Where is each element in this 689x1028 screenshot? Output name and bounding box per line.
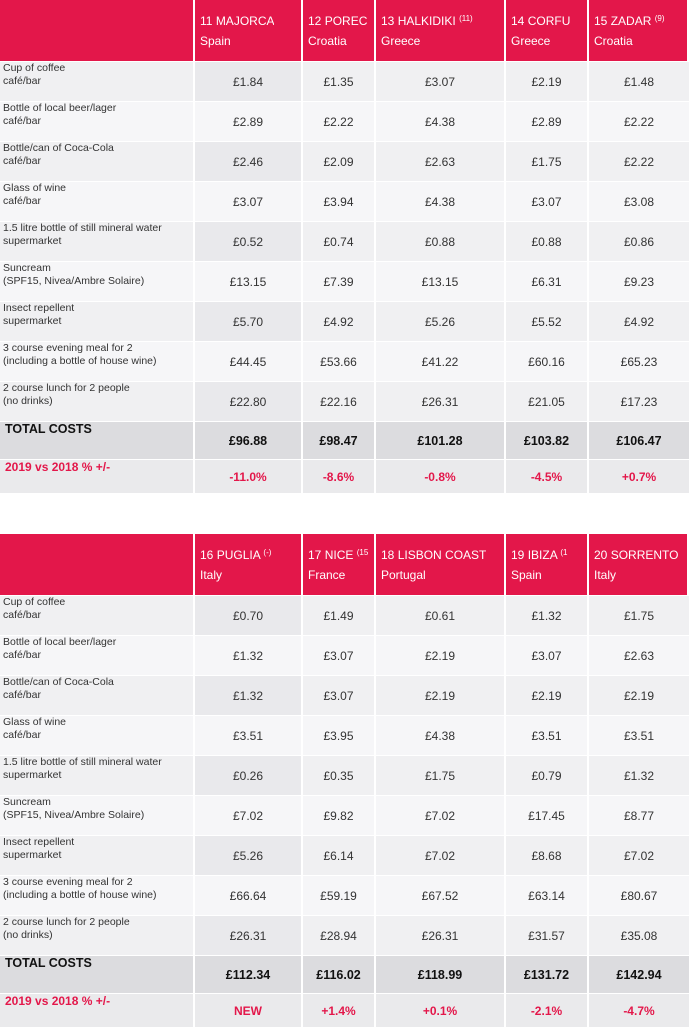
price-cell: £6.31	[506, 262, 589, 302]
item-detail: café/bar	[3, 608, 41, 621]
year-change-cell: +0.1%	[376, 994, 506, 1028]
price-cell: £2.19	[506, 676, 589, 716]
city-heading	[381, 14, 473, 28]
city-rank: 18	[381, 547, 395, 562]
price-cell: £1.49	[303, 596, 376, 636]
price-cell: £2.22	[589, 102, 689, 142]
price-cell: £2.19	[506, 62, 589, 102]
column-header	[195, 534, 303, 596]
total-cell: £96.88	[195, 422, 303, 460]
year-change-cell: +1.4%	[303, 994, 376, 1028]
total-label: TOTAL COSTS	[0, 956, 195, 994]
price-cell: £7.02	[376, 796, 506, 836]
item-name: Cup of coffee	[3, 596, 66, 608]
item-detail: supermarket	[3, 848, 62, 861]
price-cell: £3.94	[303, 182, 376, 222]
price-cell: £0.74	[303, 222, 376, 262]
total-cell: £103.82	[506, 422, 589, 460]
total-costs-row	[0, 956, 689, 994]
total-cell: £118.99	[376, 956, 506, 994]
column-header	[589, 0, 689, 62]
price-cell: £35.08	[589, 916, 689, 956]
city-rank: 14	[511, 13, 525, 28]
city-heading	[594, 14, 665, 28]
price-cell: £0.88	[376, 222, 506, 262]
item-label	[0, 716, 195, 756]
price-cell: £22.16	[303, 382, 376, 422]
total-cell: £106.47	[589, 422, 689, 460]
column-header	[376, 534, 506, 596]
price-cell: £2.63	[589, 636, 689, 676]
total-label: TOTAL COSTS	[0, 422, 195, 460]
price-cell: £2.19	[376, 676, 506, 716]
item-name: 2 course lunch for 2 people	[3, 382, 130, 394]
city-name: NICE	[324, 547, 354, 562]
price-cell: £1.84	[195, 62, 303, 102]
table-row	[0, 716, 689, 756]
item-label	[0, 382, 195, 422]
price-cell: £26.31	[376, 916, 506, 956]
column-header	[195, 0, 303, 62]
country-name: Portugal	[381, 567, 426, 582]
item-detail: (no drinks)	[3, 928, 53, 941]
country-name: France	[308, 567, 346, 582]
table-row	[0, 342, 689, 382]
country-name: Croatia	[308, 33, 347, 48]
price-table-2	[0, 534, 689, 1028]
price-cell: £0.88	[506, 222, 589, 262]
price-cell: £0.61	[376, 596, 506, 636]
price-cell: £0.52	[195, 222, 303, 262]
price-cell: £3.07	[303, 676, 376, 716]
price-cell: £3.51	[506, 716, 589, 756]
price-cell: £5.26	[195, 836, 303, 876]
price-cell: £5.70	[195, 302, 303, 342]
price-cell: £1.32	[506, 596, 589, 636]
item-label	[0, 796, 195, 836]
price-cell: £2.19	[589, 676, 689, 716]
item-name: Bottle of local beer/lager	[3, 102, 117, 114]
city-name: PUGLIA	[216, 547, 261, 562]
table-row	[0, 382, 689, 422]
item-detail: (including a bottle of house wine)	[3, 888, 157, 901]
item-detail: café/bar	[3, 728, 41, 741]
table-row	[0, 796, 689, 836]
country-name: Greece	[511, 33, 551, 48]
year-change-label: 2019 vs 2018 % +/-	[0, 994, 195, 1028]
price-cell: £13.15	[195, 262, 303, 302]
price-cell: £4.38	[376, 716, 506, 756]
table-header-row	[0, 0, 689, 62]
previous-rank: (15	[356, 547, 369, 557]
price-cell: £0.35	[303, 756, 376, 796]
item-name: 1.5 litre bottle of still mineral water	[3, 222, 162, 234]
header-blank-cell	[0, 0, 195, 62]
table-row	[0, 636, 689, 676]
price-cell: £67.52	[376, 876, 506, 916]
price-cell: £13.15	[376, 262, 506, 302]
price-cell: £2.09	[303, 142, 376, 182]
year-change-row	[0, 460, 689, 494]
price-cell: £17.23	[589, 382, 689, 422]
price-cell: £1.75	[506, 142, 589, 182]
previous-rank: (1	[560, 547, 568, 557]
city-rank: 16	[200, 547, 214, 562]
item-label	[0, 182, 195, 222]
item-name: Bottle/can of Coca-Cola	[3, 676, 114, 688]
table-row	[0, 756, 689, 796]
price-cell: £1.32	[195, 636, 303, 676]
price-cell: £7.02	[195, 796, 303, 836]
city-heading	[308, 14, 367, 28]
price-cell: £21.05	[506, 382, 589, 422]
item-name: Cup of coffee	[3, 62, 66, 74]
table-row	[0, 876, 689, 916]
price-cell: £53.66	[303, 342, 376, 382]
city-name: SORRENTO	[610, 547, 679, 562]
price-cell: £2.22	[589, 142, 689, 182]
city-heading	[511, 14, 570, 28]
country-name: Greece	[381, 33, 421, 48]
item-detail: supermarket	[3, 234, 62, 247]
price-cell: £2.89	[506, 102, 589, 142]
price-cell: £3.07	[506, 636, 589, 676]
price-cell: £4.38	[376, 182, 506, 222]
item-name: Insect repellent	[3, 302, 75, 314]
item-label	[0, 636, 195, 676]
city-heading	[200, 14, 274, 28]
price-cell: £3.07	[195, 182, 303, 222]
table-row	[0, 836, 689, 876]
city-heading	[381, 548, 486, 562]
price-cell: £1.35	[303, 62, 376, 102]
item-name: Suncream	[3, 796, 51, 808]
country-name: Croatia	[594, 33, 633, 48]
table-row	[0, 142, 689, 182]
table-row	[0, 596, 689, 636]
city-heading	[308, 548, 368, 562]
price-cell: £3.51	[195, 716, 303, 756]
city-rank: 13	[381, 13, 395, 28]
price-cell: £31.57	[506, 916, 589, 956]
city-name: IBIZA	[527, 547, 558, 562]
item-name: 3 course evening meal for 2	[3, 342, 133, 354]
price-cell: £1.48	[589, 62, 689, 102]
price-cell: £0.79	[506, 756, 589, 796]
price-cell: £8.68	[506, 836, 589, 876]
price-cell: £3.08	[589, 182, 689, 222]
year-change-cell: +0.7%	[589, 460, 689, 494]
price-cell: £1.32	[195, 676, 303, 716]
price-cell: £26.31	[376, 382, 506, 422]
item-label	[0, 916, 195, 956]
item-label	[0, 142, 195, 182]
price-cell: £3.51	[589, 716, 689, 756]
table-row	[0, 222, 689, 262]
item-detail: café/bar	[3, 688, 41, 701]
price-cell: £65.23	[589, 342, 689, 382]
price-cell: £0.70	[195, 596, 303, 636]
price-cell: £60.16	[506, 342, 589, 382]
city-name: LISBON COAST	[397, 547, 487, 562]
table-row	[0, 182, 689, 222]
price-cell: £7.39	[303, 262, 376, 302]
table-row	[0, 262, 689, 302]
item-detail: café/bar	[3, 194, 41, 207]
total-cell: £142.94	[589, 956, 689, 994]
item-detail: (SPF15, Nivea/Ambre Solaire)	[3, 808, 145, 821]
column-header	[506, 534, 589, 596]
city-rank: 19	[511, 547, 525, 562]
table-row	[0, 102, 689, 142]
price-cell: £2.89	[195, 102, 303, 142]
column-header	[589, 534, 689, 596]
total-cell: £116.02	[303, 956, 376, 994]
header-blank-cell	[0, 534, 195, 596]
price-cell: £22.80	[195, 382, 303, 422]
item-name: Bottle/can of Coca-Cola	[3, 142, 114, 154]
city-name: POREC	[324, 13, 368, 28]
price-cell: £7.02	[376, 836, 506, 876]
year-change-cell: -0.8%	[376, 460, 506, 494]
price-cell: £26.31	[195, 916, 303, 956]
year-change-label: 2019 vs 2018 % +/-	[0, 460, 195, 494]
column-header	[376, 0, 506, 62]
price-cell: £2.19	[376, 636, 506, 676]
city-rank: 15	[594, 13, 608, 28]
price-cell: £4.38	[376, 102, 506, 142]
country-name: Spain	[511, 567, 542, 582]
country-name: Spain	[200, 33, 231, 48]
price-cell: £63.14	[506, 876, 589, 916]
item-label	[0, 876, 195, 916]
city-name: HALKIDIKI	[397, 13, 456, 28]
price-cell: £1.75	[376, 756, 506, 796]
item-name: Suncream	[3, 262, 51, 274]
price-cell: £41.22	[376, 342, 506, 382]
price-cell: £2.63	[376, 142, 506, 182]
price-cell: £7.02	[589, 836, 689, 876]
price-cell: £59.19	[303, 876, 376, 916]
city-heading	[200, 548, 271, 562]
price-cell: £3.07	[376, 62, 506, 102]
price-cell: £28.94	[303, 916, 376, 956]
price-cell: £2.22	[303, 102, 376, 142]
previous-rank: (-)	[263, 547, 272, 557]
price-cell: £4.92	[589, 302, 689, 342]
price-cell: £3.95	[303, 716, 376, 756]
item-detail: café/bar	[3, 114, 41, 127]
item-detail: (SPF15, Nivea/Ambre Solaire)	[3, 274, 145, 287]
total-cell: £131.72	[506, 956, 589, 994]
price-cell: £3.07	[303, 636, 376, 676]
previous-rank: (11)	[459, 13, 473, 23]
city-rank: 12	[308, 13, 322, 28]
item-name: Insect repellent	[3, 836, 75, 848]
item-detail: café/bar	[3, 648, 41, 661]
price-cell: £1.32	[589, 756, 689, 796]
price-cell: £3.07	[506, 182, 589, 222]
table-header-row	[0, 534, 689, 596]
total-cell: £112.34	[195, 956, 303, 994]
item-label	[0, 342, 195, 382]
price-cell: £6.14	[303, 836, 376, 876]
year-change-cell: -8.6%	[303, 460, 376, 494]
item-label	[0, 102, 195, 142]
price-cell: £44.45	[195, 342, 303, 382]
item-label	[0, 62, 195, 102]
item-detail: supermarket	[3, 768, 62, 781]
item-name: 2 course lunch for 2 people	[3, 916, 130, 928]
price-cell: £80.67	[589, 876, 689, 916]
total-costs-row	[0, 422, 689, 460]
price-cell: £1.75	[589, 596, 689, 636]
item-name: 3 course evening meal for 2	[3, 876, 133, 888]
item-name: Glass of wine	[3, 716, 67, 728]
item-label	[0, 596, 195, 636]
total-cell: £101.28	[376, 422, 506, 460]
table-row	[0, 302, 689, 342]
city-name: ZADAR	[610, 13, 652, 28]
item-label	[0, 262, 195, 302]
total-cell: £98.47	[303, 422, 376, 460]
price-cell: £2.46	[195, 142, 303, 182]
year-change-cell: -4.5%	[506, 460, 589, 494]
item-label	[0, 302, 195, 342]
city-rank: 11	[200, 13, 213, 28]
item-label	[0, 756, 195, 796]
price-table-1	[0, 0, 689, 494]
city-name: MAJORCA	[215, 13, 275, 28]
item-detail: (including a bottle of house wine)	[3, 354, 157, 367]
item-detail: café/bar	[3, 74, 41, 87]
table-row	[0, 676, 689, 716]
table-row	[0, 62, 689, 102]
item-detail: (no drinks)	[3, 394, 53, 407]
price-cell: £9.23	[589, 262, 689, 302]
item-label	[0, 836, 195, 876]
price-cell: £0.86	[589, 222, 689, 262]
city-heading	[511, 548, 568, 562]
year-change-cell: -4.7%	[589, 994, 689, 1028]
price-cell: £17.45	[506, 796, 589, 836]
item-detail: café/bar	[3, 154, 41, 167]
country-name: Italy	[200, 567, 223, 582]
previous-rank: (9)	[654, 13, 665, 23]
price-cell: £66.64	[195, 876, 303, 916]
column-header	[303, 0, 376, 62]
year-change-cell: NEW	[195, 994, 303, 1028]
table-row	[0, 916, 689, 956]
column-header	[506, 0, 589, 62]
item-detail: supermarket	[3, 314, 62, 327]
city-rank: 20	[594, 547, 608, 562]
price-cell: £8.77	[589, 796, 689, 836]
price-cell: £9.82	[303, 796, 376, 836]
country-name: Italy	[594, 567, 617, 582]
city-rank: 17	[308, 547, 322, 562]
item-label	[0, 222, 195, 262]
price-cell: £5.52	[506, 302, 589, 342]
price-cell: £4.92	[303, 302, 376, 342]
item-name: 1.5 litre bottle of still mineral water	[3, 756, 162, 768]
column-header	[303, 534, 376, 596]
price-cell: £5.26	[376, 302, 506, 342]
item-name: Glass of wine	[3, 182, 67, 194]
year-change-cell: -2.1%	[506, 994, 589, 1028]
city-heading	[594, 548, 679, 562]
item-name: Bottle of local beer/lager	[3, 636, 117, 648]
item-label	[0, 676, 195, 716]
price-cell: £0.26	[195, 756, 303, 796]
city-name: CORFU	[527, 13, 571, 28]
year-change-cell: -11.0%	[195, 460, 303, 494]
year-change-row	[0, 994, 689, 1028]
